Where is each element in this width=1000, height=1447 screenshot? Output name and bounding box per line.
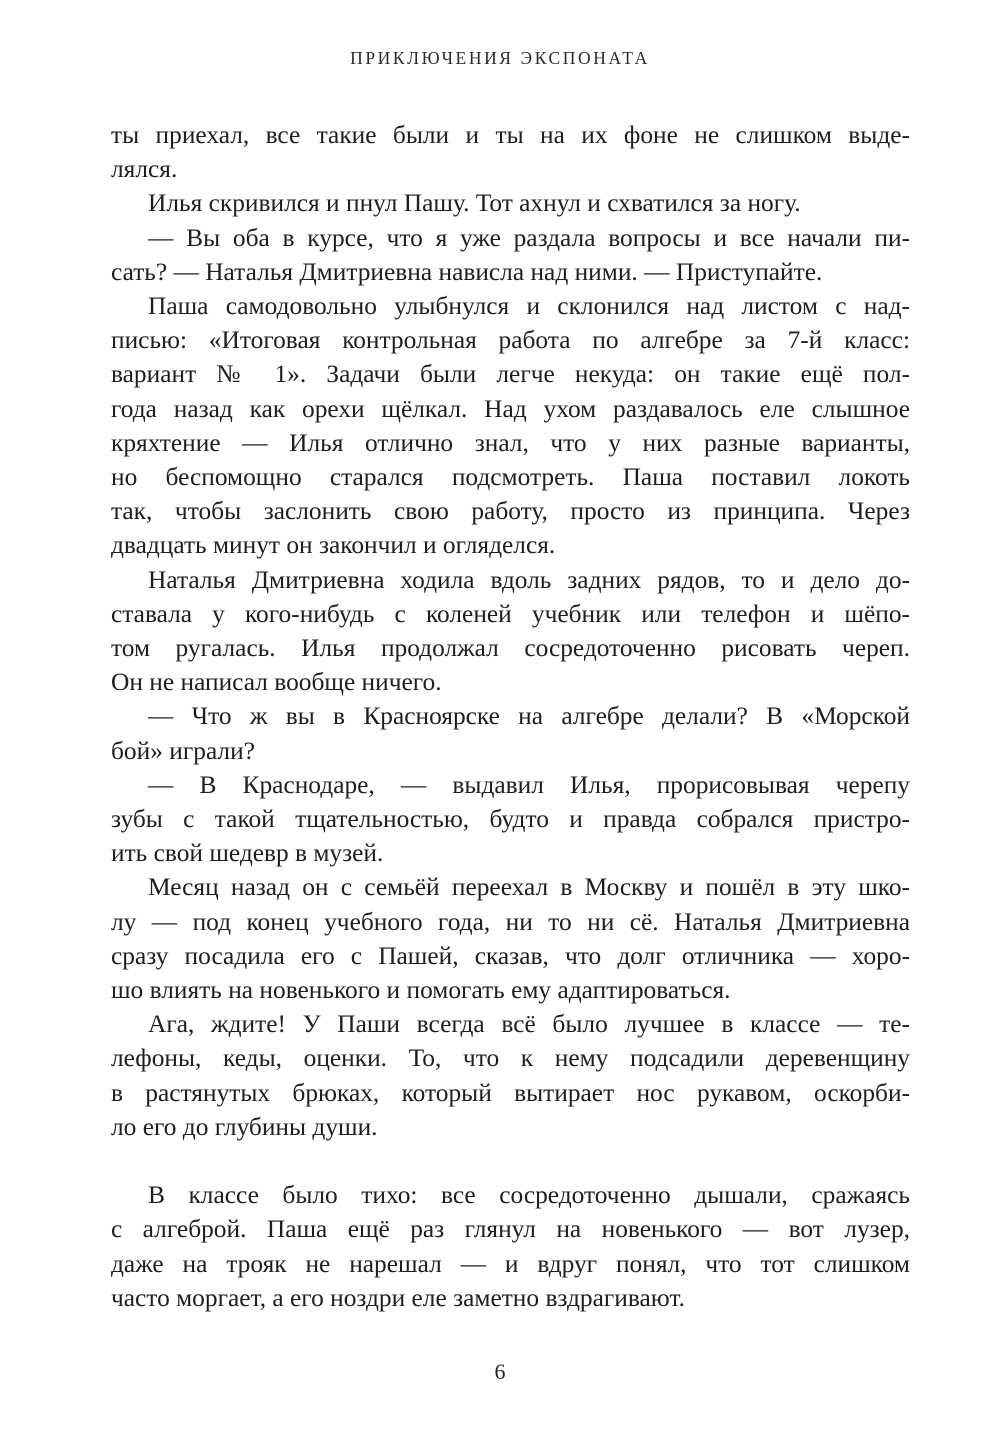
- text-line: даже на трояк не нарешал — и вдруг понял, что тот слишком: [111, 1249, 910, 1278]
- text-line: Паша самодовольно улыбнулся и склонился над листом с над-: [148, 292, 910, 321]
- text-line: вариант № 1». Задачи были легче некуда: он такие ещё пол-: [111, 360, 910, 389]
- text-line: но беспомощно старался подсмотреть. Паша поставил локоть: [111, 463, 910, 492]
- text-line: так, чтобы заслонить свою работу, просто из принципа. Через: [111, 497, 910, 526]
- text-line: — Вы оба в курсе, что я уже раздала вопросы и все начали пи-: [148, 223, 910, 252]
- text-line: В классе было тихо: все сосредоточенно дышали, сражаясь: [148, 1181, 910, 1210]
- text-line: сразу посадила его с Пашей, сказав, что долг отличника — хоро-: [111, 941, 910, 970]
- text-line: писью: «Итоговая контрольная работа по алгебре за 7-й класс:: [111, 326, 910, 355]
- text-line: лялся.: [111, 155, 178, 184]
- text-line: кряхтение — Илья отлично знал, что у них разные варианты,: [111, 428, 910, 457]
- text-line: в растянутых брюках, который вытирает нос рукавом, оскорби-: [111, 1078, 910, 1107]
- text-line: Он не написал вообще ничего.: [111, 668, 442, 697]
- text-line: двадцать минут он закончил и огляделся.: [111, 531, 556, 560]
- text-line: ить свой шедевр в музей.: [111, 839, 384, 868]
- text-line: ты приехал, все такие были и ты на их фоне не слишком выде-: [111, 121, 910, 149]
- text-line: лу — под конец учебного года, ни то ни сё. Наталья Дмитриевна: [111, 907, 910, 936]
- text-line: года назад как орехи щёлкал. Над ухом раздавалось еле слышное: [111, 394, 910, 423]
- body-text: [111, 118, 910, 1315]
- text-line: — В Краснодаре, — выдавил Илья, прорисовывая черепу: [148, 770, 910, 799]
- text-line: Илья скривился и пнул Пашу. Тот ахнул и схватился за ногу.: [148, 189, 801, 218]
- text-line: ло его до глубины души.: [111, 1112, 378, 1141]
- text-line: ставала у кого-нибудь с коленей учебник или телефон и шёпо-: [111, 599, 910, 628]
- text-line: бой» играли?: [111, 736, 255, 765]
- text-line: Ага, ждите! У Паши всегда всё было лучшее в классе — те-: [148, 1010, 910, 1039]
- text-line: часто моргает, а его ноздри еле заметно вздрагивают.: [111, 1283, 685, 1312]
- text-line: шо влиять на новенького и помогать ему адаптироваться.: [111, 976, 731, 1005]
- text-line: лефоны, кеды, оценки. То, что к нему подсадили деревенщину: [111, 1044, 910, 1073]
- text-line: с алгеброй. Паша ещё раз глянул на новенького — вот лузер,: [111, 1215, 910, 1244]
- text-line: том ругалась. Илья продолжал сосредоточенно рисовать череп.: [111, 634, 910, 663]
- text-line: сать? — Наталья Дмитриевна нависла над ними. — Приступайте.: [111, 257, 823, 286]
- text-line: зубы с такой тщательностью, будто и правда собрался пристро-: [111, 805, 910, 834]
- page-number: 6: [494, 1359, 506, 1384]
- text-line: Наталья Дмитриевна ходила вдоль задних рядов, то и дело до-: [148, 565, 910, 594]
- text-line: Месяц назад он с семьёй переехал в Москву и пошёл в эту шко-: [148, 873, 910, 902]
- running-header: ПРИКЛЮЧЕНИЯ ЭКСПОНАТА: [350, 48, 650, 68]
- text-line: — Что ж вы в Красноярске на алгебре делали? В «Морской: [148, 702, 910, 731]
